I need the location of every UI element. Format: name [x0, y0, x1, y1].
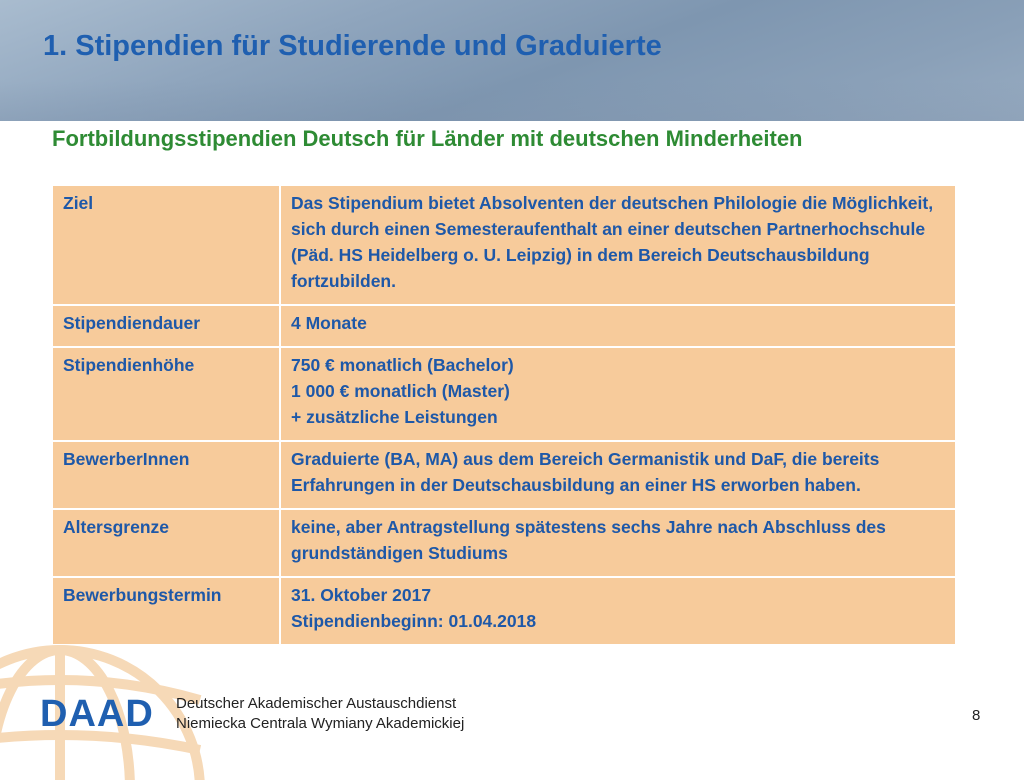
- scholarship-table: [51, 184, 957, 646]
- row-label: BewerberInnen: [52, 441, 280, 509]
- row-value: Graduierte (BA, MA) aus dem Bereich Germanistik und DaF, die bereits Erfahrungen in der Deutschausbildung an einer HS erworben haben.: [280, 441, 956, 509]
- slide-title: 1. Stipendien für Studierende und Graduierte: [43, 30, 662, 62]
- row-value: 4 Monate: [280, 305, 956, 347]
- row-value: 31. Oktober 2017 Stipendienbeginn: 01.04.2018: [280, 577, 956, 645]
- page-number: 8: [972, 707, 981, 724]
- daad-logo: DAAD: [40, 693, 154, 735]
- row-label: Stipendiendauer: [52, 305, 280, 347]
- row-label: Altersgrenze: [52, 509, 280, 577]
- table-row: [52, 577, 956, 645]
- table-row: [52, 185, 956, 305]
- row-label: Bewerbungstermin: [52, 577, 280, 645]
- organization-name: [176, 694, 464, 734]
- table-row: [52, 441, 956, 509]
- row-value: keine, aber Antragstellung spätestens sechs Jahre nach Abschluss des grundständigen Studiums: [280, 509, 956, 577]
- org-name-polish: Niemiecka Centrala Wymiany Akademickiej: [176, 715, 465, 732]
- row-value: 750 € monatlich (Bachelor) 1 000 € monatlich (Master) + zusätzliche Leistungen: [280, 347, 956, 441]
- table-row: [52, 347, 956, 441]
- table-row: [52, 509, 956, 577]
- row-label: Ziel: [52, 185, 280, 305]
- row-value: Das Stipendium bietet Absolventen der deutschen Philologie die Möglichkeit, sich durch einen Semesteraufenthalt an einer deutschen Partnerhochschule (Päd. HS Heidelberg o. U. Leipzig) in dem Bereich Deutschausbildung fortzubilden.: [280, 185, 956, 305]
- slide-subtitle: Fortbildungsstipendien Deutsch für Länder mit deutschen Minderheiten: [52, 126, 803, 151]
- org-name-german: Deutscher Akademischer Austauschdienst: [176, 695, 457, 712]
- table-row: [52, 305, 956, 347]
- row-label: Stipendienhöhe: [52, 347, 280, 441]
